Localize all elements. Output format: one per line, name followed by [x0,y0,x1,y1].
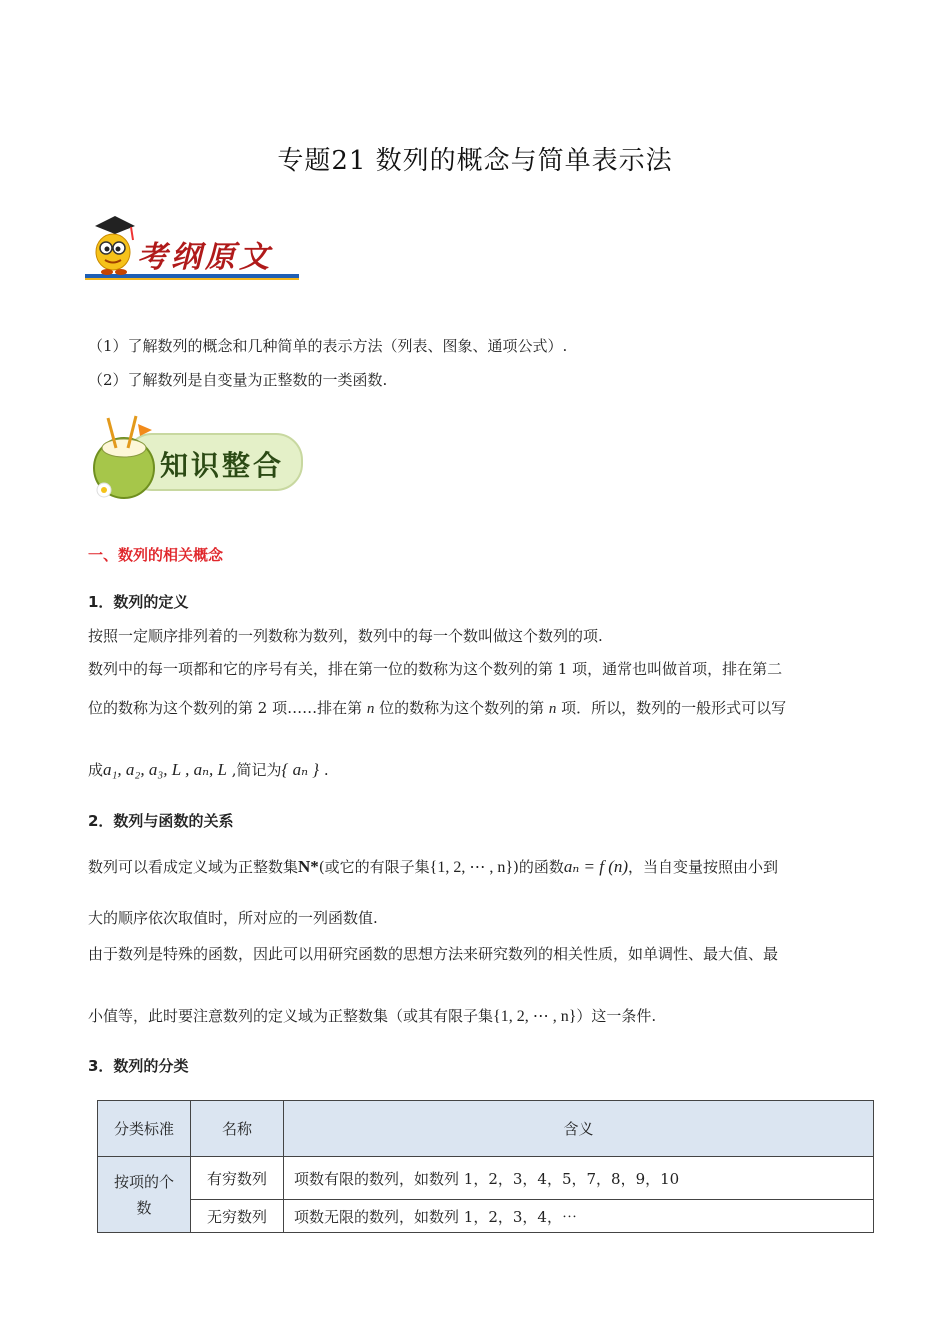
relation-line-2: 大的顺序依次取值时，所对应的一列函数值. [88,909,378,927]
badge-syllabus-label: 考纲原文 [137,240,273,275]
table-header-cell: 分类标准 [98,1101,191,1157]
table-cell-meaning: 项数有限的数列，如数列 1，2，3，4，5，7，8，9，10 [284,1157,874,1200]
definition-line-4: 成a₁, a₂, a₃, L , aₙ, L ,简记为{ aₙ } . [88,760,329,779]
table-category-cell: 按项的个数 [98,1157,191,1233]
table-row [98,1157,874,1200]
section-heading: 一、数列的相关概念 [88,546,224,564]
table-cell-meaning: 项数无限的数列，如数列 1，2，3，4，⋯ [284,1200,874,1233]
classification-table [97,1100,874,1233]
table-header-cell: 名称 [191,1101,284,1157]
subheading-function-relation: 2．数列与函数的关系 [88,812,234,830]
relation-line-1: 数列可以看成定义域为正整数集N*(或它的有限子集{1, 2, ⋯ , n})的函数aₙ = f (n)，当自变量按照由小到 [88,857,779,876]
table-cell-name: 无穷数列 [191,1200,284,1233]
general-form-formula: a₁, a₂, a₃, L , aₙ, L [103,760,227,779]
relation-line-3: 由于数列是特殊的函数，因此可以用研究函数的思想方法来研究数列的相关性质，如单调性、最大值、最 [88,945,779,963]
definition-line-3: 位的数称为这个数列的第 2 项……排在第 n 位的数称为这个数列的第 n 项．所以，数列的一般形式可以写 [88,699,787,717]
badge-knowledge [86,414,306,504]
table-cell-name: 有穷数列 [191,1157,284,1200]
table-header-row [98,1101,874,1157]
sequence-notation: { aₙ } [281,760,320,779]
definition-line-2: 数列中的每一项都和它的序号有关，排在第一位的数称为这个数列的第 1 项，通常也叫做首项，排在第二 [88,660,783,678]
subheading-definition: 1．数列的定义 [88,593,189,611]
relation-line-4: 小值等，此时要注意数列的定义域为正整数集（或其有限子集{1, 2, ⋯ , n}）这一条件. [88,1007,657,1025]
outline-item-1: （1）了解数列的概念和几种简单的表示方法（列表、图象、通项公式）. [88,337,568,355]
definition-line-1: 按照一定顺序排列着的一列数称为数列，数列中的每一个数叫做这个数列的项. [88,627,603,645]
table-header-cell: 含义 [284,1101,874,1157]
badge-syllabus [85,212,301,284]
page-title: 专题21 数列的概念与简单表示法 [277,146,673,176]
function-formula: aₙ = f (n) [563,857,629,876]
badge-knowledge-label: 知识整合 [160,449,285,482]
positive-integer-set: N* [298,857,319,876]
table-row [98,1200,874,1233]
outline-item-2: （2）了解数列是自变量为正整数的一类函数. [88,371,388,389]
subheading-classification: 3．数列的分类 [88,1057,189,1075]
